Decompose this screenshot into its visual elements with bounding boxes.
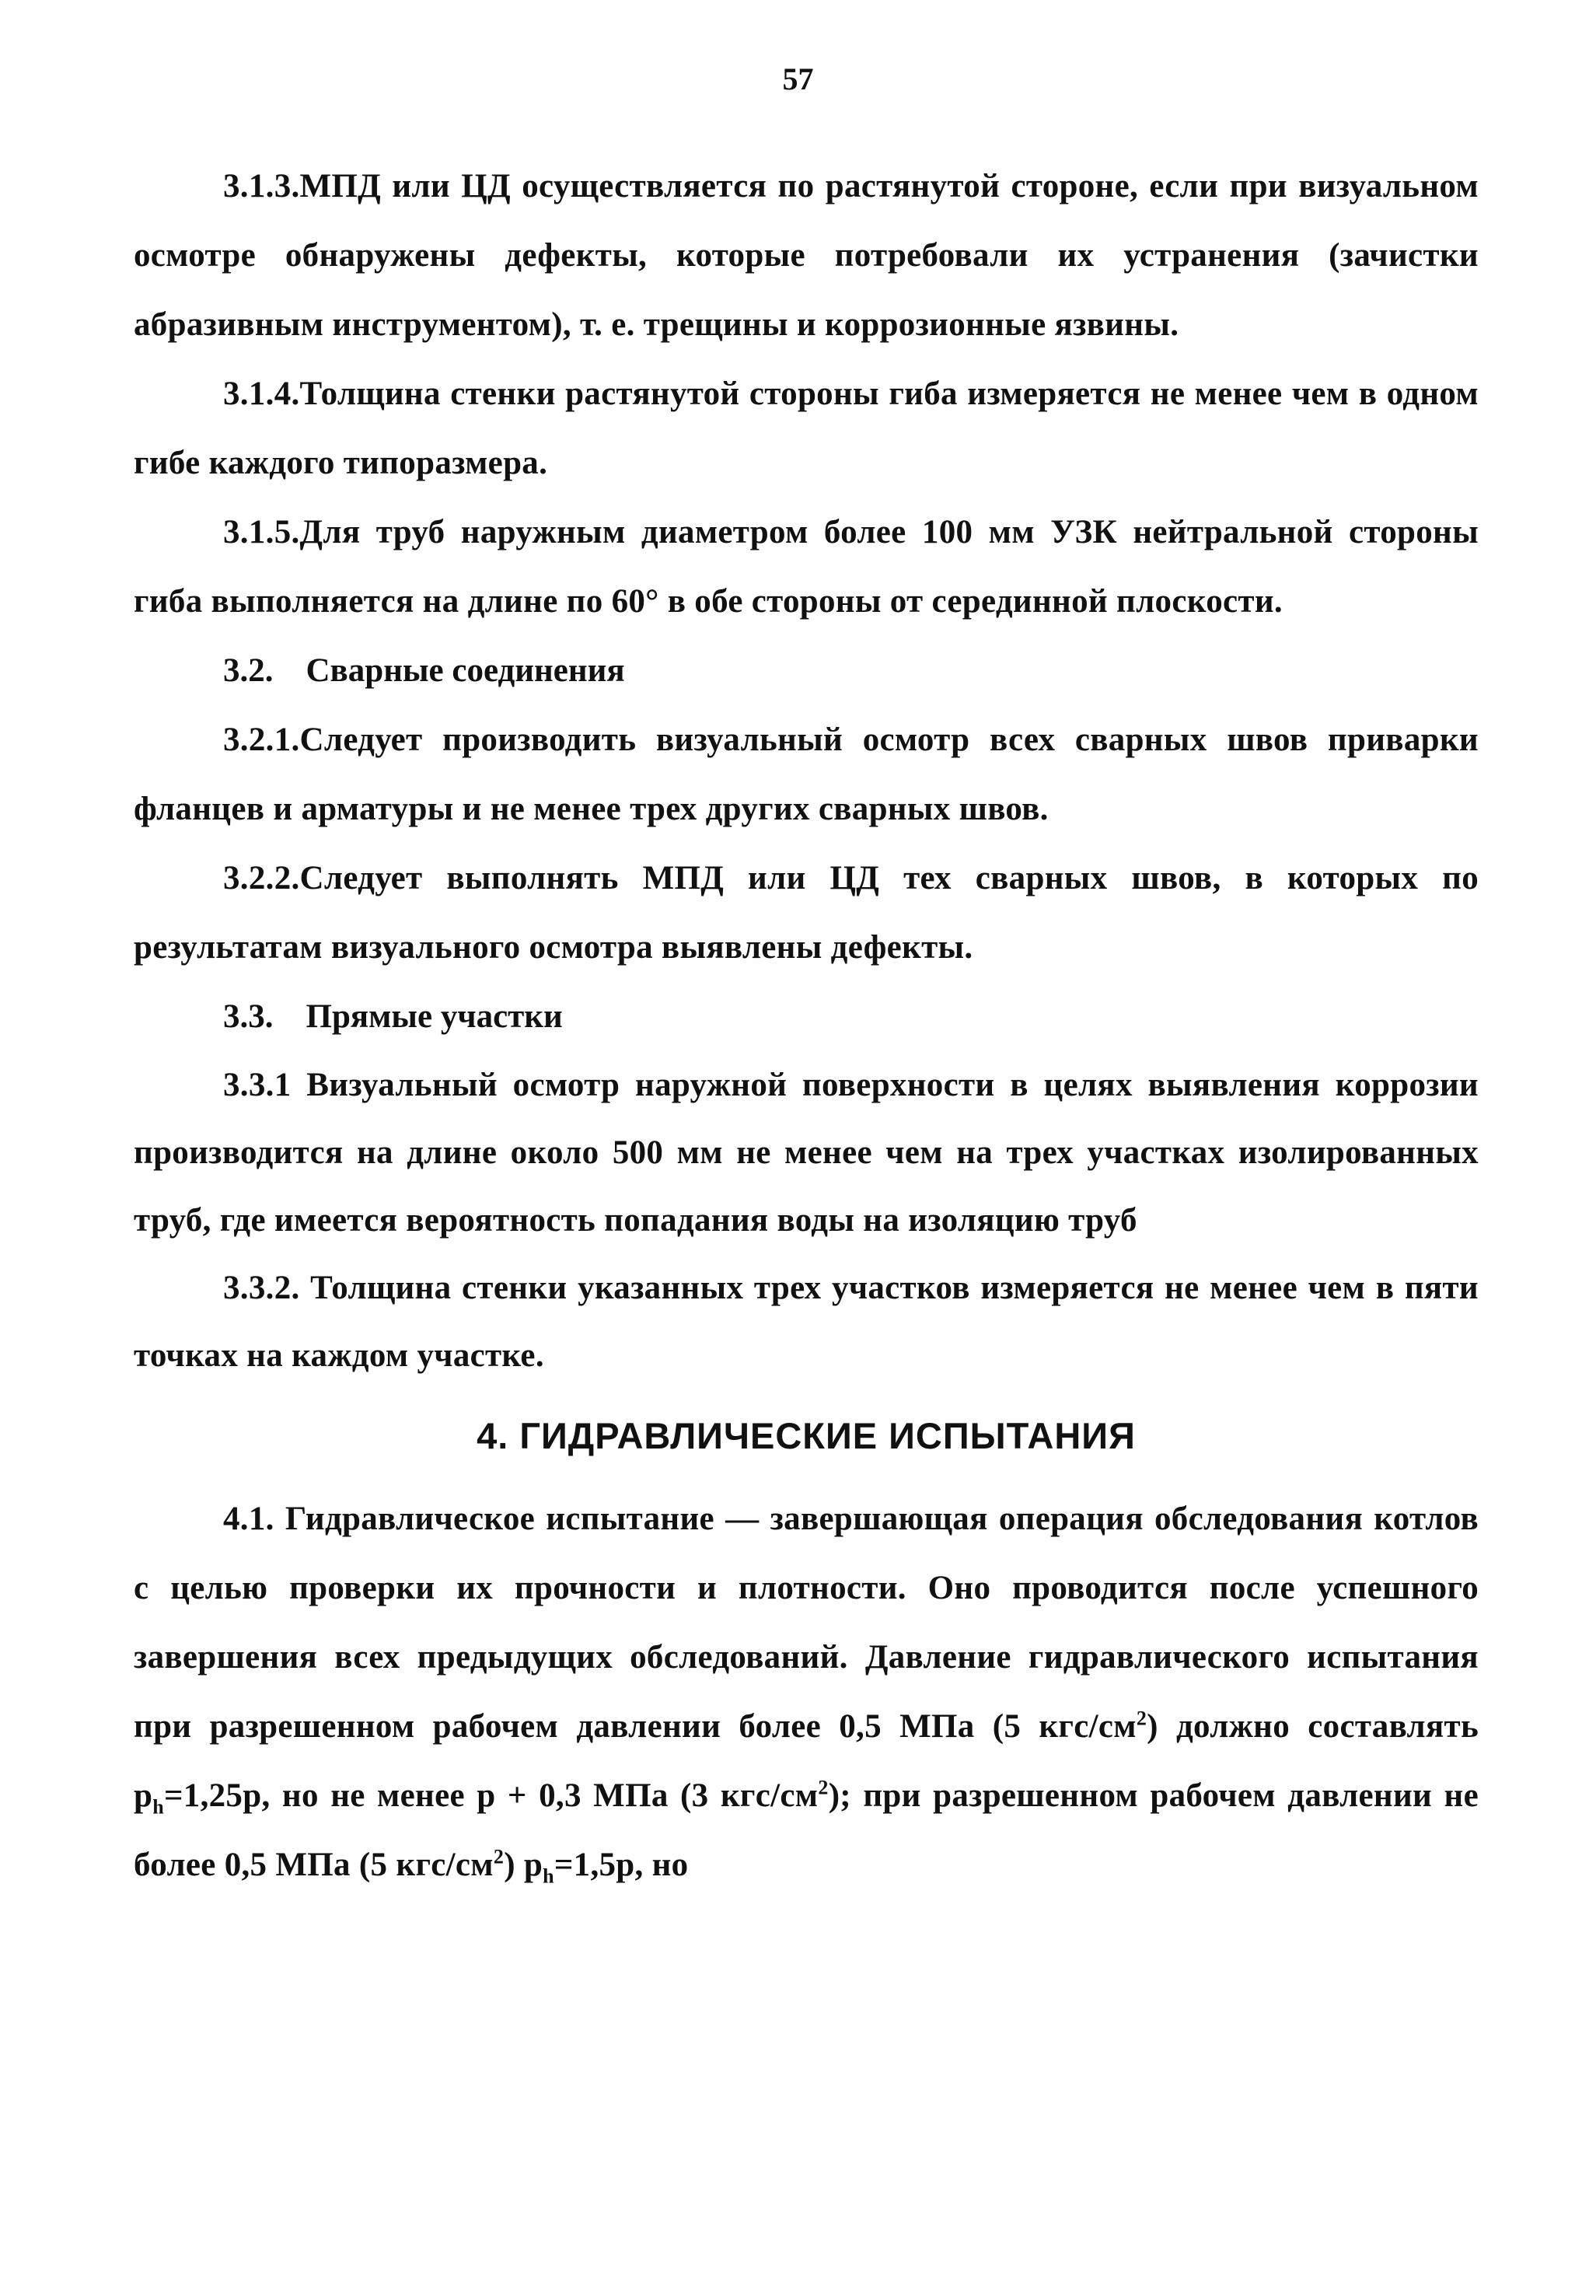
section-number: 3.3. — [223, 998, 274, 1035]
text-run: =1,5p, но — [554, 1847, 689, 1883]
section-heading-3-3 — [134, 982, 1479, 1051]
section-title: Прямые участки — [306, 998, 563, 1035]
section-number: 3.2. — [223, 652, 274, 689]
text-run: ) должно составлять p — [134, 1708, 1479, 1814]
superscript: 2 — [1136, 1707, 1147, 1730]
paragraph-3-2-1: 3.2.1.Следует производить визуальный осмотр всех сварных швов приварки фланцев и арматуры и не менее трех других сварных швов. — [134, 722, 1479, 827]
subscript: h — [152, 1795, 164, 1819]
section-title: Сварные соединения — [306, 652, 625, 689]
paragraph-3-1-4: 3.1.4.Толщина стенки растянутой стороны гиба измеряется не менее чем в одном гибе каждого типоразмера. — [134, 376, 1479, 481]
paragraph-3-1-3: 3.1.3.МПД или ЦД осуществляется по растянутой стороне, если при визуальном осмотре обнаружены дефекты, которые потребовали их устранения (зачистки абразивным инструментом), т. е. трещины и коррозионные язвины. — [134, 168, 1479, 343]
paragraph-3-3-1: 3.3.1 Визуальный осмотр наружной поверхности в целях выявления коррозии производится на длине около 500 мм не менее чем на трех участках изолированных труб, где имеется вероятность попадания воды на изоляцию труб — [134, 1067, 1479, 1239]
chapter-heading: 4. ГИДРАВЛИЧЕСКИЕ ИСПЫТАНИЯ — [477, 1415, 1136, 1456]
paragraph-3-2-2: 3.2.2.Следует выполнять МПД или ЦД тех сварных швов, в которых по результатам визуального осмотра выявлены дефекты. — [134, 860, 1479, 966]
page-content — [134, 152, 1479, 1899]
text-run: 4.1. Гидравлическое испытание — завершающая операция обследования котлов с целью проверки их прочности и плотности. Оно проводится после успешного завершения всех предыдущих обследований. Давление гидравлического испытания при разрешенном рабочем давлении более 0,5 МПа (5 кгс/см — [134, 1501, 1479, 1745]
subscript: h — [543, 1864, 554, 1888]
text-run: ); при разрешенном рабочем давлении не более 0,5 МПа (5 кгс/см — [134, 1777, 1479, 1883]
section-heading-3-2 — [134, 636, 1479, 705]
page-number: 57 — [782, 61, 814, 96]
text-run: ) p — [504, 1847, 543, 1883]
text-run: =1,25p, но не менее p + 0,3 МПа (3 кгс/см — [163, 1777, 819, 1814]
paragraph-3-1-5: 3.1.5.Для труб наружным диаметром более 100 мм УЗК нейтральной стороны гиба выполняется на длине по 60° в обе стороны от серединной плоскости. — [134, 514, 1479, 620]
superscript: 2 — [818, 1776, 829, 1799]
superscript: 2 — [493, 1845, 505, 1868]
paragraph-3-3-2: 3.3.2. Толщина стенки указанных трех участков измеряется не менее чем в пяти точках на каждом участке. — [134, 1270, 1479, 1374]
paragraph-4-1 — [134, 1484, 1479, 1899]
